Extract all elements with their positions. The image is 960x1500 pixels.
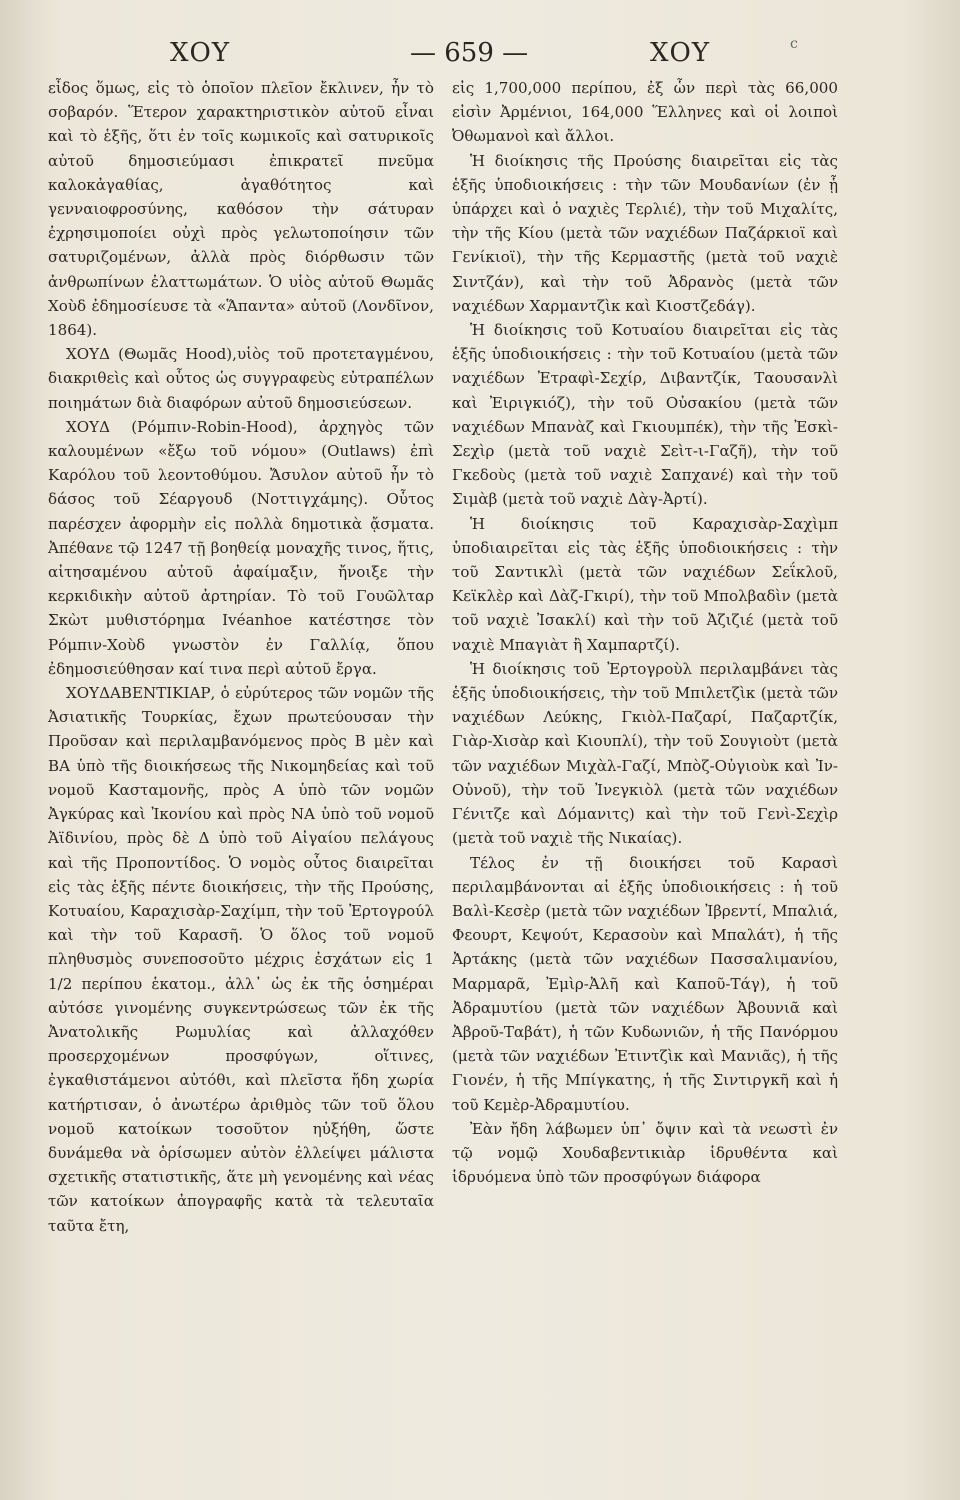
corner-mark: c bbox=[790, 36, 798, 52]
entry-hudavendigar: ΧΟΥΔΑΒΕΝΤΙΚΙΑΡ, ὁ εὐρύτερος τῶν νομῶν τῆς Ἀσιατικῆς Τουρκίας, ἔχων πρωτεύουσαν τὴν Προῦσαν καὶ περιλαμβανόμενος πρὸς Β μὲν καὶ ΒΑ ὑπὸ τῆς διοικήσεως τῆς Νικομηδείας καὶ τοῦ νομοῦ Κασταμονῆς, πρὸς Α ὑπὸ τῶν νομῶν Ἀγκύρας καὶ Ἰκονίου καὶ πρὸς ΝΑ ὑπὸ τοῦ νομοῦ Ἀϊδινίου, πρὸς δὲ Δ ὑπὸ τοῦ Αἰγαίου πελάγους καὶ τῆς Προποντίδος. Ὁ νομὸς οὗτος διαιρεῖται εἰς τὰς ἑξῆς πέντε διοικήσεις, τὴν τῆς Προύσης, Κοτυαίου, Καραχισὰρ-Σαχίμπ, τὴν τοῦ Ἐρτογρούλ καὶ τὴν τοῦ Καρασῆ. Ὁ ὅλος τοῦ νομοῦ πληθυσμὸς συνεποσοῦτο μέχρις ἐσχάτων εἰς 1 1/2 περίπου ἑκατομ., ἀλλ᾽ ὡς ἐκ τῆς ὁσημέραι αὐτόσε γινομένης συγκεντρώσεως τῶν ἐκ τῆς Ἀνατολικῆς Ρωμυλίας καὶ ἀλλαχόθεν προσερχομένων προσφύγων, οἵτινες, ἐγκαθιστάμενοι αὐτόθι, καὶ πλεῖστα ἤδη χωρία κατήρτισαν, ὁ ἀνωτέρω ἀριθμὸς τῶν τοῦ ὅλου νομοῦ κατοίκων τοσοῦτον ηὐξήθη, ὥστε δυνάμεθα νὰ ὁρίσωμεν αὐτὸν ἐλλείψει μάλιστα σχετικῆς στατιστικῆς, ἅτε μὴ γενομένης καὶ νέας τῶν κατοίκων ἀπογραφῆς κατὰ τὰ τελευταῖα ταῦτα ἔτη, bbox=[48, 684, 434, 1235]
header-left-word: ΧΟΥ bbox=[170, 38, 230, 68]
paragraph-ertogroul: Ἡ διοίκησις τοῦ Ἐρτογροὺλ περιλαμβάνει τὰς ἑξῆς ὑποδιοικήσεις, τὴν τοῦ Μπιλετζὶκ (μετὰ τῶν ναχιέδων Λεύκης, Γκιὸλ-Παζαρί, Παζαρτζίκ, Γιὰρ-Χισὰρ καὶ Κιουπλί), τὴν τοῦ Σουγιοὺτ (μετὰ τῶν ναχιέδων Μιχὰλ-Γαζί, Μπὸζ-Οὐγιοὺκ καὶ Ἰν-Οὐνοῦ), τὴν τοῦ Ἰνεγκιὸλ (μετὰ τῶν ναχιέδων Γένιτζε καὶ Δόμανιτς) καὶ τὴν τοῦ Γενὶ-Σεχὶρ (μετὰ τοῦ ναχιὲ τῆς Νικαίας). bbox=[452, 659, 838, 848]
paragraph-karahisar: Ἡ διοίκησις τοῦ Καραχισὰρ-Σαχὶμπ ὑποδιαιρεῖται εἰς τὰς ἑξῆς ὑποδιοικήσεις : τὴν τοῦ Σαντικλὶ (μετὰ τῶν ναχιέδων Σεΐκλοῦ, Κεϊκλὲρ καὶ Δὰζ-Γκιρί), τὴν τοῦ Μπολβαδὶν (μετὰ τοῦ ναχιὲ Ἰσακλί) καὶ τὴν τοῦ Ἀζιζιέ (μετὰ τοῦ ναχιὲ Μπαγιὰτ ἢ Χαμπαρτζί). bbox=[452, 514, 838, 654]
paragraph-karasi: Τέλος ἐν τῇ διοικήσει τοῦ Καρασὶ περιλαμβάνονται αἱ ἑξῆς ὑποδιοικήσεις : ἡ τοῦ Βαλὶ-Κεσὲρ (μετὰ τῶν ναχιέδων Ἰβρεντί, Μπαλιά, Φεουρτ, Κεψούτ, Κερασοὺν καὶ Μπαλάτ), ἡ τῆς Ἀρτάκης (μετὰ τῶν ναχιέδων Πασσαλιμανίου, Μαρμαρᾶ, Ἐμὶρ-Ἀλῆ καὶ Καποῦ-Τάγ), ἡ τοῦ Ἀδραμυτίου (μετὰ τῶν ναχιέδων Ἀβουνιᾶ καὶ Ἀβροῦ-Ταβάτ), ἡ τῶν Κυδωνιῶν, ἡ τῆς Πανόρμου (μετὰ τῶν ναχιέδων Ἐτιντζὶκ καὶ Μανιᾶς), ἡ τῆς Γιονέν, ἡ τῆς Μπίγκατης, ἡ τῆς Σιντιργκῆ καὶ ἡ τοῦ Κεμὲρ-Ἀδραμυτίου. bbox=[452, 853, 838, 1114]
paragraph-kotyaion: Ἡ διοίκησις τοῦ Κοτυαίου διαιρεῖται εἰς τὰς ἑξῆς ὑποδιοικήσεις : τὴν τοῦ Κοτυαίου (μετὰ τῶν ναχιέδων Ἐτραφὶ-Σεχίρ, Διβαντζίκ, Ταουσανλὶ καὶ Ἐιριγκιόζ), τὴν τοῦ Οὐσακίου (μετὰ τῶν ναχιέδων Μπανὰζ καὶ Γκιουμπέκ), τὴν τῆς Ἐσκὶ-Σεχὶρ (μετὰ τοῦ ναχιὲ Σεὶτ-ι-Γαζῆ), τὴν τοῦ Γκεδοὺς (μετὰ τοῦ ναχιὲ Σαπχανέ) καὶ τὴν τοῦ Σιμὰβ (μετὰ τοῦ ναχιὲ Δὰγ-Ἀρτί). bbox=[452, 321, 838, 509]
paragraph: εἰς 1,700,000 περίπου, ἐξ ὧν περὶ τὰς 66,000 εἰσὶν Ἀρμένιοι, 164,000 Ἕλληνες καὶ οἱ λοιποὶ Ὀθωμανοὶ καὶ ἄλλοι. bbox=[452, 79, 838, 146]
page-number: — 659 — bbox=[410, 38, 529, 68]
left-column bbox=[48, 76, 434, 1238]
paragraph: εἶδος ὅμως, εἰς τὸ ὁποῖον πλεῖον ἔκλινεν, ἦν τὸ σοβαρόν. Ἕτερον χαρακτηριστικὸν αὐτοῦ εἶναι καὶ τὸ ἑξῆς, ὅτι ἐν τοῖς κωμικοῖς καὶ σατυρικοῖς αὐτοῦ δημοσιεύμασι ἐπικρατεῖ πνεῦμα καλοκἀγαθίας, ἀγαθότητος καὶ γενναιοφροσύνης, καθόσον τὴν σάτυραν ἐχρησιμοποίει οὐχὶ πρὸς γελωτοποίησιν τῶν σατυριζομένων, ἀλλὰ πρὸς διόρθωσιν τῶν ἀνθρωπίνων ἐλαττωμάτων. Ὁ υἱὸς αὐτοῦ Θωμᾶς Χοὺδ ἐδημοσίευσε τὰ «Ἅπαντα» αὐτοῦ (Λονδῖνον, 1864). bbox=[48, 79, 434, 340]
running-header bbox=[150, 38, 870, 78]
paragraph-refugees: Ἐὰν ἤδη λάβωμεν ὑπ᾽ ὄψιν καὶ τὰ νεωστὶ ἐν τῷ νομῷ Χουδαβεντικιὰρ ἱδρυθέντα καὶ ἱδρυόμενα ὑπὸ τῶν προσφύγων διάφορα bbox=[452, 1119, 838, 1187]
right-column bbox=[452, 76, 838, 1189]
entry-robin-hood: ΧΟΥΔ (Ρόμπιν-Robin-Hood), ἀρχηγὸς τῶν καλουμένων «ἔξω τοῦ νόμου» (Outlaws) ἐπὶ Καρόλου τοῦ λεοντοθύμου. Ἄσυλον αὐτοῦ ἦν τὸ δάσος τοῦ Σέαργουδ (Νοττιγχάμης). Οὗτος παρέσχεν ἀφορμὴν εἰς πολλὰ δημοτικὰ ᾄσματα. Ἀπέθανε τῷ 1247 τῇ βοηθείᾳ μοναχῆς τινος, ἥτις, αἰτησαμένου αὐτοῦ ἀφαίμαξιν, ἤνοιξε τὴν κερκιδικὴν αὐτοῦ ἀρτηρίαν. Τὸ τοῦ Γουῶλταρ Σκὼτ μυθιστόρημα Ivéanhoe κατέστησε τὸν Ρόμπιν-Χοὺδ γνωστὸν ἐν Γαλλίᾳ, ὅπου ἐδημοσιεύθησαν καί τινα περὶ αὐτοῦ ἔργα. bbox=[48, 417, 434, 678]
header-right-word: ΧΟΥ bbox=[650, 38, 710, 68]
entry-hood-thomas-son: ΧΟΥΔ (Θωμᾶς Hood),υἱὸς τοῦ προτεταγμένου, διακριθεὶς καὶ οὗτος ὡς συγγραφεὺς εὐτραπέλων ποιημάτων διὰ διαφόρων αὐτοῦ δημοσιεύσεων. bbox=[48, 345, 434, 412]
paragraph-prousa: Ἡ διοίκησις τῆς Προύσης διαιρεῖται εἰς τὰς ἑξῆς ὑποδιοικήσεις : τὴν τῶν Μουδανίων (ἐν ᾗ ὑπάρχει καὶ ὁ ναχιὲς Τερλιέ), τὴν τοῦ Μιχαλίτς, τὴν τῆς Κίου (μετὰ τῶν ναχιέδων Παζάρκιοϊ καὶ Γενίκιοϊ), τὴν τῆς Κερμαστῆς (μετὰ τοῦ ναχιὲ Σιντζάν), καὶ τὴν τοῦ Ἀδρανὸς (μετὰ τῶν ναχιέδων Χαρμαντζὶκ καὶ Κιοστζεδάγ). bbox=[452, 151, 838, 315]
